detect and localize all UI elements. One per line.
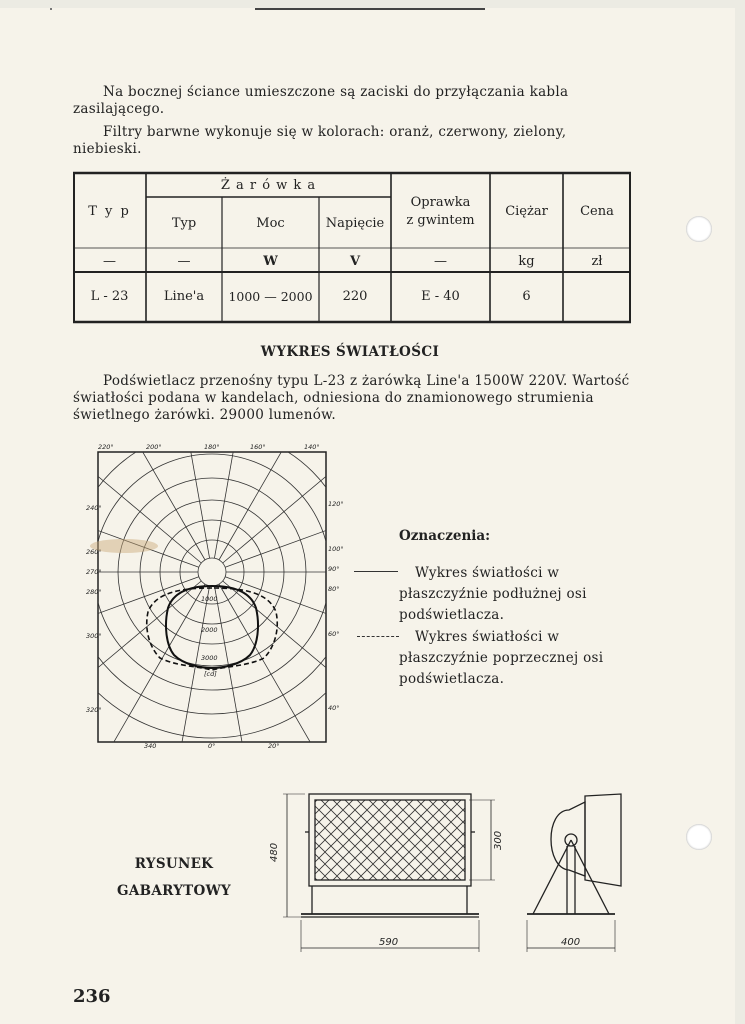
legend-title: Oznaczenia: — [399, 528, 491, 544]
row-napiecie: 220 — [342, 289, 368, 304]
section-title: WYKRES ŚWIATŁOŚCI — [260, 344, 440, 360]
dim-inner-height: 300 — [493, 830, 504, 850]
unit-oprawka: — — [434, 254, 447, 269]
radial-label: 1000 — [201, 595, 218, 603]
angle-label: 140° — [304, 443, 320, 451]
angle-label: 340 — [144, 742, 157, 750]
paragraph-terminals: Na bocznej ściance umieszczone są zaciski do przyłączania kabla zasilającego. — [73, 84, 569, 117]
unit-typ: — — [103, 254, 116, 269]
legend-item-transverse: Wykres światłości w płaszczyźnie poprzecznej osi podświetlacza. — [399, 629, 604, 687]
angle-label: 300° — [86, 632, 102, 640]
angle-label: 40° — [328, 704, 340, 712]
angle-label: 90° — [328, 565, 340, 573]
angle-label: 280° — [86, 588, 102, 596]
unit-moc: W — [263, 254, 278, 269]
punch-hole — [686, 824, 712, 850]
angle-label: 60° — [328, 630, 340, 638]
row-ciezar: 6 — [522, 289, 531, 304]
row-oprawka: E - 40 — [421, 289, 460, 304]
unit-label: [cd] — [204, 670, 217, 678]
angle-label: 240° — [86, 504, 102, 512]
angle-label: 160° — [250, 443, 266, 451]
polar-intensity-diagram — [84, 440, 344, 752]
radial-label: 3000 — [201, 654, 218, 662]
unit-napiecie: V — [349, 254, 361, 269]
header-zarowka-typ: Typ — [171, 216, 197, 231]
legend-dashed-line — [357, 636, 399, 637]
drawing-label: RYSUNEK GABARYTOWY — [117, 856, 231, 899]
header-moc: Moc — [256, 216, 285, 231]
dimensional-drawing — [265, 780, 645, 960]
row-zarowka-typ: Line'a — [163, 289, 205, 304]
header-cena: Cena — [580, 204, 614, 219]
angle-label: 260° — [86, 548, 102, 556]
specification-table — [73, 172, 633, 324]
angle-label: 80° — [328, 585, 340, 593]
header-zarowka: Ż a r ó w k a — [220, 178, 317, 193]
angle-label: 100° — [328, 545, 344, 553]
row-moc: 1000 — 2000 — [228, 289, 313, 304]
angle-label: 20° — [268, 742, 280, 750]
dim-width: 590 — [379, 937, 399, 948]
dim-height: 480 — [269, 842, 280, 862]
unit-ciezar: kg — [518, 254, 535, 269]
header-oprawka-gwint: z gwintem — [406, 213, 475, 228]
header-typ: T y p — [88, 204, 131, 219]
angle-label: 120° — [328, 500, 344, 508]
header-oprawka: Oprawka — [410, 195, 471, 210]
unit-zarowka-typ: — — [177, 254, 191, 269]
punch-hole — [686, 216, 712, 242]
paragraph-filters: Filtry barwne wykonuje się w kolorach: oranż, czerwony, zielony, niebieski. — [73, 124, 567, 157]
header-ciezar: Ciężar — [505, 204, 548, 219]
angle-label: 270° — [86, 568, 102, 576]
dim-side: 400 — [561, 937, 581, 948]
page-mark — [50, 8, 52, 10]
header-napiecie: Napięcie — [325, 216, 385, 231]
header-rule — [255, 8, 485, 10]
unit-cena: zł — [591, 254, 603, 269]
angle-label: 320° — [86, 706, 102, 714]
angle-label: 220° — [98, 443, 114, 451]
legend-solid-line — [354, 571, 398, 572]
row-typ: L - 23 — [90, 289, 129, 304]
legend-item-longitudinal: Wykres światłości w płaszczyźnie podłużnej osi podświetlacza. — [399, 565, 587, 623]
angle-label: 200° — [146, 443, 162, 451]
angle-label: 0° — [208, 742, 216, 750]
stain — [90, 539, 158, 553]
page-number: 236 — [73, 986, 111, 1007]
paragraph-description: Podświetlacz przenośny typu L-23 z żarówką Line'a 1500W 220V. Wartość światłości podana w kandelach, odniesiona do znamionowego strumienia świetlnego żarówki. 29000 lumenów. — [73, 373, 630, 423]
angle-label: 180° — [204, 443, 220, 451]
radial-label: 2000 — [201, 626, 218, 634]
